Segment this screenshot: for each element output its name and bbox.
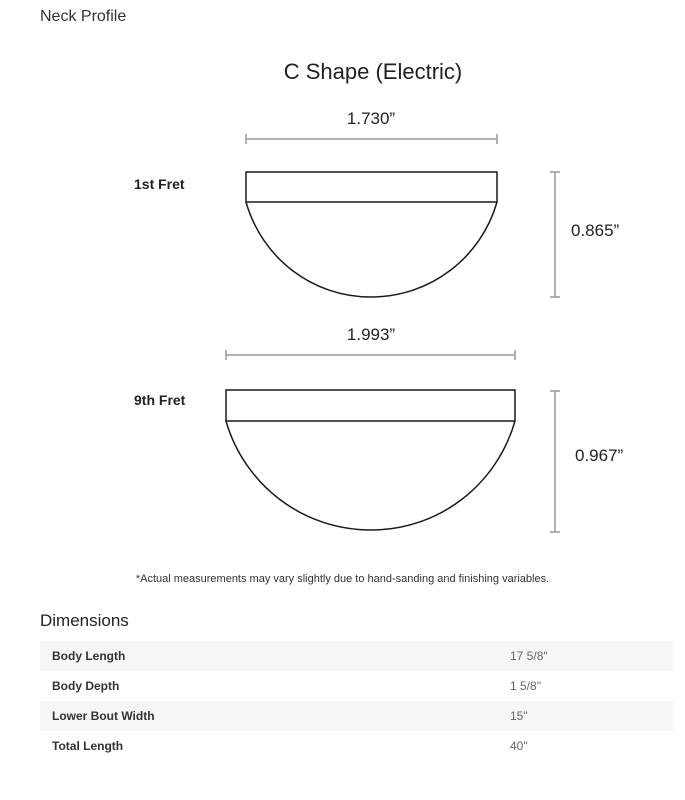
depth-label-9th-fret: 0.967” bbox=[575, 446, 624, 465]
dimensions-table bbox=[40, 641, 673, 761]
dimension-value: 17 5/8" bbox=[510, 649, 548, 663]
fret-label-9th: 9th Fret bbox=[134, 392, 186, 408]
depth-dimension-1st-fret bbox=[550, 172, 560, 297]
table-row bbox=[40, 731, 673, 761]
section-label: Neck Profile bbox=[40, 8, 127, 25]
width-label-1st-fret: 1.730” bbox=[346, 109, 396, 128]
table-row bbox=[40, 641, 673, 671]
dimension-value: 15" bbox=[510, 709, 528, 723]
depth-label-1st-fret: 0.865” bbox=[571, 221, 620, 240]
depth-dimension-9th-fret bbox=[550, 391, 560, 532]
profile-title: C Shape (Electric) bbox=[283, 59, 463, 84]
measurement-note: *Actual measurements may vary slightly due to hand-sanding and finishing variables. bbox=[135, 573, 550, 585]
dimension-name: Body Length bbox=[52, 649, 126, 663]
fret-label-1st: 1st Fret bbox=[134, 176, 185, 192]
width-label-9th-fret: 1.993” bbox=[346, 325, 396, 344]
table-row bbox=[40, 671, 673, 701]
table-row bbox=[40, 701, 673, 731]
dimensions-heading: Dimensions bbox=[40, 611, 129, 630]
width-dimension-9th-fret bbox=[226, 350, 515, 360]
dimension-name: Lower Bout Width bbox=[52, 709, 155, 723]
dimension-name: Total Length bbox=[52, 739, 124, 753]
dimension-value: 1 5/8" bbox=[510, 679, 541, 693]
width-dimension-1st-fret bbox=[246, 134, 497, 144]
neck-profile-shape-9th-fret bbox=[226, 390, 515, 530]
neck-profile-shape-1st-fret bbox=[246, 172, 497, 297]
dimension-name: Body Depth bbox=[52, 679, 120, 693]
dimension-value: 40" bbox=[510, 739, 528, 753]
